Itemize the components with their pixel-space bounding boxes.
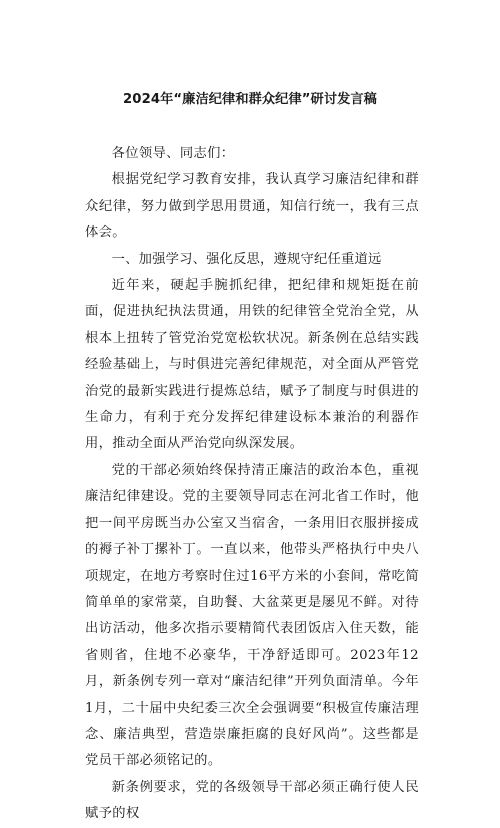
section-heading-1: 一、加强学习、强化反思，遵规守纪任重道远: [111, 251, 382, 267]
paragraph-1: 近年来，硬起手腕抓纪律，把纪律和规矩挺在前面，促进执纪执法贯通，用铁的纪律管全党治全党，从根本上扭转了管党治党宽松软状况。新条例在总结实践经验基础上，与时俱进完善纪律规范，对全面从严管党治党的最新实践进行提炼总结，赋予了制度与时俱进的生命力，有利于充分发挥纪律建设标本兼治的利器作用，推动全面从严治党向纵深发展。: [85, 278, 419, 452]
paragraph-2: 党的干部必须始终保持清正廉洁的政治本色，重视廉洁纪律建设。党的主要领导同志在河北省工作时，他把一间平房既当办公室又当宿舍，一条用旧衣服拼接成的褥子补丁摞补丁。一直以来，他带头严格执行中央八项规定，在地方考察时住过16平方米的小套间，常吃简简单单的家常菜，自助餐、大盆菜更是屡见不鲜。对待出访活动，他多次指示要精简代表团饭店入住天数，能省则省，住地不必豪华，干净舒适即可。2023年12月，新条例专列一章对“廉洁纪律”开列负面清单。今年1月，二十届中央纪委三次全会强调要“积极宣传廉洁理念、廉洁典型，营造崇廉拒腐的良好风尚”。这些都是党员干部必须铭记的。: [85, 462, 419, 769]
document-title: 2024年“廉洁纪律和群众纪律”研讨发言稿: [123, 92, 377, 107]
paragraph-intro: 根据党纪学习教育安排，我认真学习廉洁纪律和群众纪律，努力做到学思用贯通，知信行统一，我有三点体会。: [85, 172, 419, 241]
salutation: 各位领导、同志们：: [111, 146, 235, 161]
document-body: [85, 141, 419, 828]
paragraph-3: 新条例要求，党的各级领导干部必须正确行使人民赋予的权: [85, 779, 419, 822]
